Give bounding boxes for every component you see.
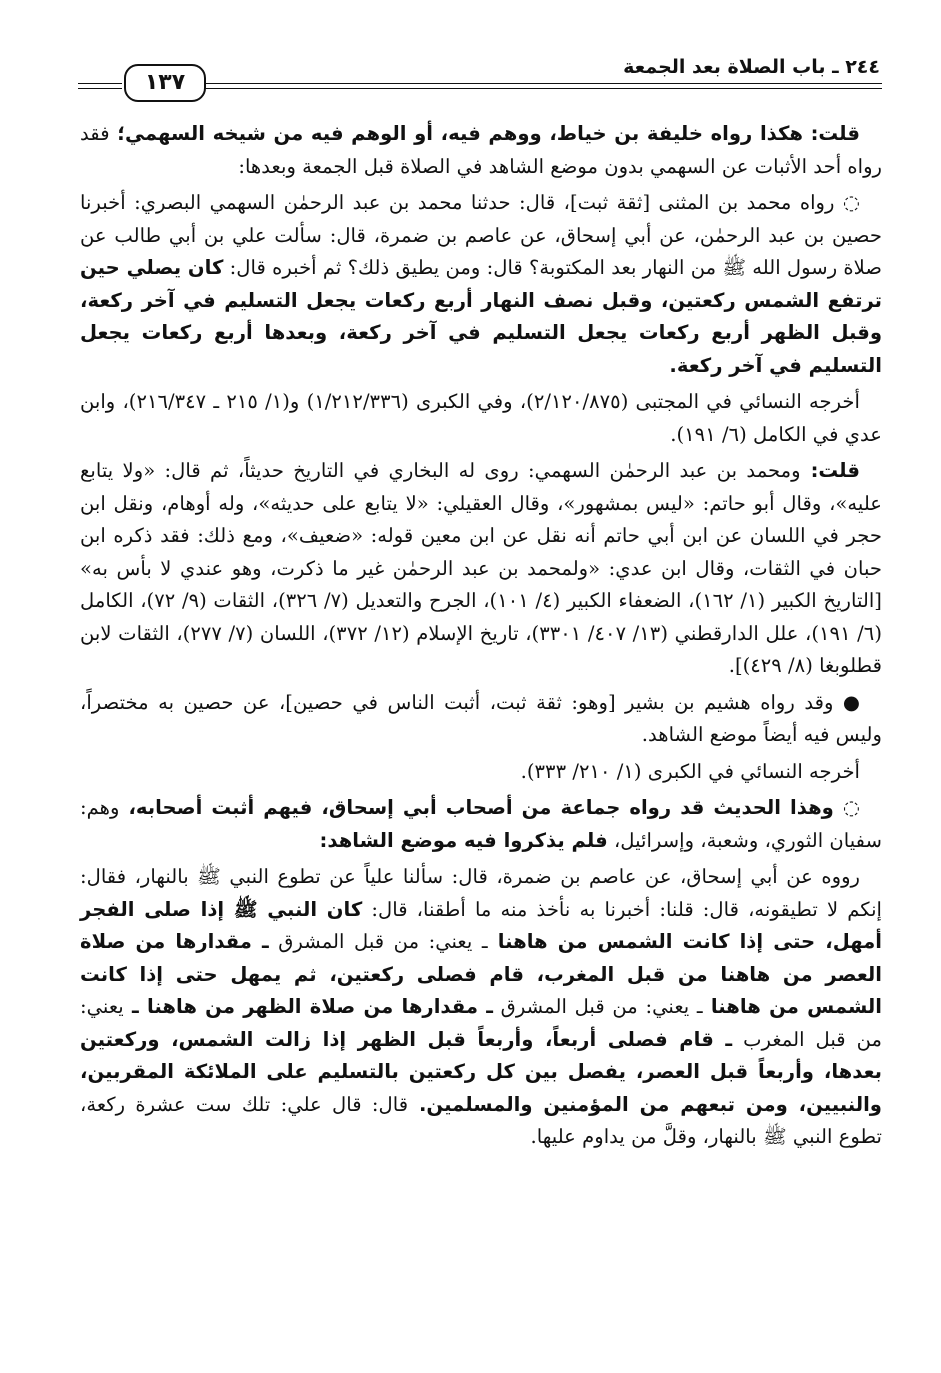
- text-run: رووه عن أبي إسحاق، عن عاصم بن ضمرة، قال: سألنا علياً عن تطوع النبي ﷺ بالنهار، فقال: إنكم لا تطيقونه، قال: قلنا: أخبرنا به نأخذ منه ما أطقنا، قال:: [80, 865, 882, 921]
- bold-text: ◌ وهذا الحديث قد رواه جماعة من أصحاب أبي إسحاق، فيهم أثبت أصحابه،: [119, 796, 860, 819]
- paragraph: [80, 756, 882, 789]
- bold-text: ـ مقدارها من صلاة العصر من هاهنا من قبل المغرب، قام فصلى ركعتين، ثم يمهل حتى إذا كانت الشمس من هاهنا: [80, 930, 882, 1018]
- page-number: ١٣٧: [124, 64, 206, 102]
- bold-text: ـ مقدارها من صلاة الظهر من هاهنا ـ: [123, 995, 493, 1018]
- header-rule: [204, 83, 882, 84]
- paragraph: [80, 792, 882, 857]
- text-run: ومحمد بن عبد الرحمٰن السهمي: روى له البخاري في التاريخ حديثاً، ثم قال: «ولا يتابع عليه»، وقال أبو حاتم: «ليس بمشهور»، وقال العقيلي: «لا يتابع على حديثه»، وله أوهام، ونقل ابن حجر في اللسان عن ابن أبي حاتم أنه نقل عن ابن معين قوله: «ضعيف»، ومع ذلك: فقد ذكره ابن حبان في الثقات، وقال ابن عدي: «ولمحمد بن عبد الرحمٰن غير ما ذكرت، وهو عندي لا بأس به» [التاريخ الكبير (١/ ١٦٢)، الضعفاء الكبير (٤/ ١٠١)، الجرح والتعديل (٧/ ٣٢٦)، الثقات (٩/ ٧٢)، الكامل (٦/ ١٩١)، علل الدارقطني (١٣/ ٤٠٧/ ٣٣٠١)، تاريخ الإسلام (١٢/ ٣٧٢)، اللسان (٧/ ٢٧٧)، الثقات لابن قطلوبغا (٨/ ٤٢٩)].: [80, 459, 882, 677]
- header-rule: [78, 88, 122, 89]
- header-rule: [78, 83, 122, 84]
- text-run: أخرجه النسائي في الكبرى (١/ ٢١٠/ ٣٣٣).: [520, 759, 860, 783]
- bold-text: فلم يذكروا فيه موضع الشاهد:: [319, 828, 608, 852]
- bold-text: ـ قام فصلى أربعاً، وأربعاً قبل الظهر إذا زالت الشمس، وركعتين بعدها، وأربعاً قبل العصر، يفصل بين كل ركعتين بالتسليم على الملائكة المقربين، والنبيين، ومن تبعهم من المؤمنين والمسلمين.: [80, 1027, 882, 1116]
- bold-text: قلت:: [800, 459, 860, 482]
- page-body: [80, 118, 882, 1154]
- paragraph: [80, 386, 882, 451]
- bold-text: كان يصلي حين ترتفع الشمس ركعتين، وقبل نصف النهار أربع ركعات يجعل التسليم في آخر ركعة، وقبل الظهر أربع ركعات يجعل التسليم في آخر ركعة، وبعدها أربع ركعات يجعل التسليم في آخر ركعة.: [80, 256, 882, 377]
- bold-text: قلت: هكذا رواه خليفة بن خياط، ووهم فيه، أو الوهم فيه من شيخه السهمي؛: [109, 122, 860, 145]
- text-run: أخرجه النسائي في المجتبى (٢/١٢٠/٨٧٥)، وفي الكبرى (١/٢١٢/٣٣٦) و(١/ ٢١٥ ـ ٢١٦/٣٤٧)، وابن عدي في الكامل (٦/ ١٩١).: [80, 390, 882, 446]
- header-rule: [204, 88, 882, 89]
- text-run: يعني: من قبل المغرب: [80, 995, 883, 1051]
- text-run: وهم: سفيان الثوري، وشعبة، وإسرائيل،: [80, 796, 882, 852]
- paragraph: [80, 187, 882, 382]
- paragraph: [80, 687, 882, 752]
- bold-text: كان النبي ﷺ إذا صلى الفجر أمهل، حتى إذا كانت الشمس من هاهنا: [80, 897, 882, 953]
- text-run: ◌ رواه محمد بن المثنى [ثقة ثبت]، قال: حدثنا محمد بن عبد الرحمٰن السهمي البصري: أخبرنا حصين بن عبد الرحمٰن، عن أبي إسحاق، عن عاصم بن ضمرة، قال: سألت علي بن أبي طالب عن صلاة رسول الله ﷺ من النهار بعد المكتوبة؟ قال: ومن يطيق ذلك؟ ثم أخبره قال:: [80, 191, 883, 279]
- text-run: ـ يعني: من قبل المشرق: [492, 995, 703, 1018]
- text-run: ـ يعني: من قبل المشرق: [268, 930, 488, 953]
- page-header: [78, 56, 882, 100]
- chapter-title: ٢٤٤ ـ باب الصلاة بعد الجمعة: [617, 56, 880, 78]
- text-run: فقد رواه أحد الأثبات عن السهمي بدون موضع الشاهد في الصلاة قبل الجمعة وبعدها:: [80, 122, 882, 178]
- paragraph: [80, 118, 882, 183]
- paragraph: [80, 455, 882, 683]
- paragraph: [80, 861, 882, 1154]
- text-run: قال: قال علي: تلك ست عشرة ركعة، تطوع النبي ﷺ بالنهار، وقلَّ من يداوم عليها.: [80, 1092, 882, 1148]
- text-run: ● وقد رواه هشيم بن بشير [وهو: ثقة ثبت، أثبت الناس في حصين]، عن حصين به مختصراً، وليس فيه أيضاً موضع الشاهد.: [80, 690, 882, 746]
